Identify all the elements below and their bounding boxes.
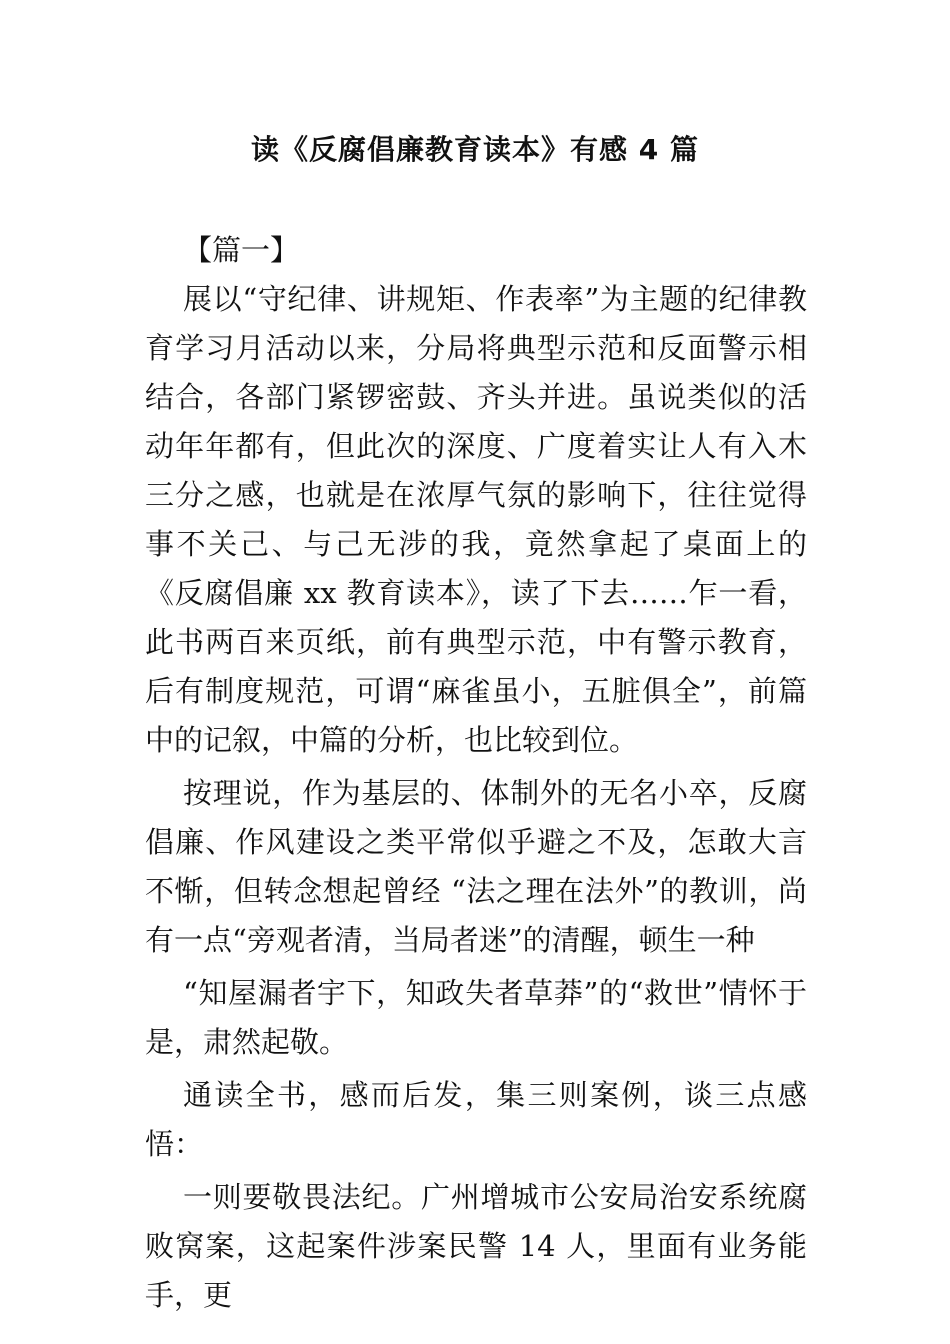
paragraph-4: 通读全书，感而后发，集三则案例，谈三点感悟： [145, 1078, 807, 1161]
paragraph-2: 按理说，作为基层的、体制外的无名小卒，反腐倡廉、作风建设之类平常似乎避之不及，怎敢大言不惭，但转念想起曾经 “法之理在法外”的教训，尚有一点“旁观者清，当局者迷”的清醒，顿生一种 [145, 776, 807, 957]
paragraph-5: 一则要敬畏法纪。广州增城市公安局治安系统腐败窝案，这起案件涉案民警 14 人，里面有业务能手，更 [145, 1180, 807, 1312]
section-label: 【篇一】 [183, 233, 300, 267]
document-title: 读《反腐倡廉教育读本》有感 4 篇 [251, 133, 699, 166]
paragraph-1: 展以“守纪律、讲规矩、作表率”为主题的纪律教育学习月活动以来，分局将典型示范和反面警示相结合，各部门紧锣密鼓、齐头并进。虽说类似的活动年年都有，但此次的深度、广度着实让人有入木三分之感，也就是在浓厚气氛的影响下，往往觉得事不关己、与己无涉的我，竟然拿起了桌面上的《反腐倡廉 xx 教育读本》，读了下去……乍一看，此书两百来页纸，前有典型示范，中有警示教育，后有制度规范，可谓“麻雀虽小，五脏俱全”，前篇中的记叙，中篇的分析，也比较到位。 [145, 282, 807, 757]
document-body [145, 226, 807, 1320]
paragraph-3: “知屋漏者宇下，知政失者草莽”的“救世”情怀于是，肃然起敬。 [145, 976, 807, 1059]
